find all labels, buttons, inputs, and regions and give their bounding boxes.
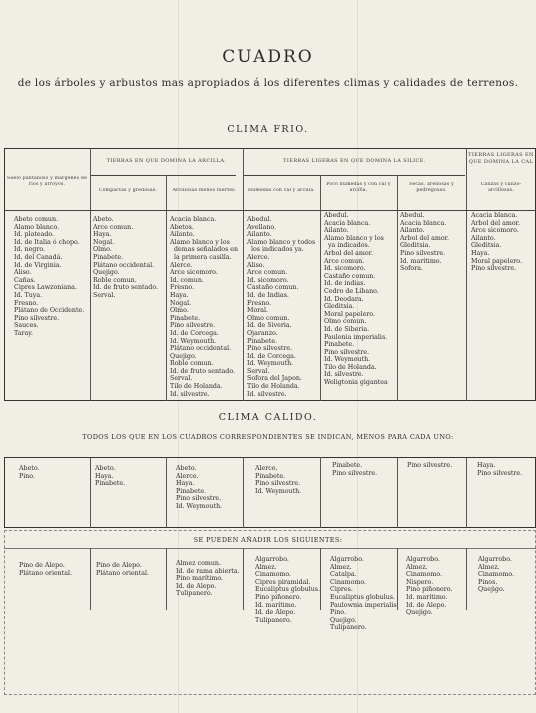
clima-calido-heading: CLIMA CALIDO. <box>218 412 318 423</box>
species-list: Alerce. Pinabete. Pino silvestre. Id. Weymouth. <box>255 465 302 495</box>
col-header: Húmedas con cal y arcilla. <box>248 188 315 193</box>
col-divider <box>90 457 91 528</box>
col-header: Suelo pantanoso y márgenes de rios y arroyos. <box>6 176 87 187</box>
row-divider <box>4 548 536 549</box>
species-list: Algarrobo. Almez. Cinamomo. Pinos. Quejigo. <box>478 556 515 594</box>
group-divider <box>243 175 465 176</box>
page-subtitle: de los árboles y arbustos mas apropiados á los diferentes climas y calidades de terrenos. <box>17 77 519 89</box>
species-list: Abeto comun. Alamo blanco. Id. plateado. Id. de Italia ó chopo. Id. negro. Id. del Canadá. Id. de Virginia. Aliso. Cañas. Cipres Lawzoniana. Id. Tuya. Fresno. Plátano de Occidente. Pino silvestre. Sauces. Taray. <box>14 216 85 337</box>
col-divider <box>166 457 167 528</box>
col-header: Compactas y gredosas. <box>98 188 158 193</box>
species-list: Abedul. Acacia blanca. Ailanto. Alamo blanco y los ya indicados. Arbol del amor. Arce comun. Id. sicomoro. Castaño comun. Id. de indias. Cedro de Líbano. Id. Deodara. Gleditsia. Moral papelero. Olmo comun. Id. de Siberia. Paulonia imperialis. Pinabete. Pino silvestre. Id. Weymouth. Tilo de Holanda. Id. silvestre. Weligtonia gigantea <box>324 212 388 387</box>
col-divider <box>466 148 467 401</box>
col-divider <box>243 457 244 528</box>
species-list: Abeto. Haya. Pinabete. <box>95 465 126 488</box>
col-divider <box>320 457 321 528</box>
col-header: Arcillosas ménos fuertes. <box>172 188 237 193</box>
group-header-cal: TIERRAS LIGERAS EN QUE DOMINA LA CAL <box>468 152 534 165</box>
col-divider <box>397 457 398 528</box>
group-header-arcilla: TIERRAS EN QUE DOMINA LA ARCILLA. <box>106 158 227 164</box>
col-divider <box>397 175 398 401</box>
header-divider <box>4 210 536 211</box>
col-divider <box>166 175 167 401</box>
col-divider <box>90 548 91 610</box>
species-list: Pino de Alepo. Plátano oriental. <box>19 562 73 577</box>
species-list: Pino silvestre. <box>407 462 453 469</box>
col-divider <box>397 548 398 610</box>
species-list: Abedul. Acacia blanca. Ailanto. Arbol del amor. Gleditsia. Pino silvestre. Id. marítimo. Sofora. <box>400 212 450 273</box>
col-header: Poco húmedas y con cal y arcilla. <box>326 182 391 193</box>
col-header: Calizas y calizo-arcillosas. <box>480 182 522 193</box>
col-header: Secas, arenosas y pedregosas. <box>409 182 454 193</box>
calido-note-2: SE PUEDEN AÑADIR LOS SIGUIENTES: <box>193 536 343 544</box>
col-divider <box>243 548 244 610</box>
col-divider <box>320 175 321 401</box>
species-list: Almez comun. Id. de rama abierta. Pino marítimo. Id. de Alepo. Tulipanero. <box>176 560 240 598</box>
group-divider <box>90 175 236 176</box>
clima-frio-heading: CLIMA FRIO. <box>227 124 309 135</box>
species-list: Haya. Pino silvestre. <box>477 462 523 477</box>
col-divider <box>466 457 467 528</box>
calido-note-1: TODOS LOS QUE EN LOS CUADROS CORRESPONDIENTES SE INDICAN, MÉNOS PARA CADA UNO: <box>82 433 454 441</box>
col-divider <box>243 148 244 401</box>
species-list: Acacia blanca. Abetos. Ailanto. Alamo blanco y los demas señalados en la primera casilla. Alerce. Arce sicomoro. Id. comun. Fresno. Haya. Nogal. Olmo. Pinabete. Pino silvestre. Id. de Corcega. Id. Weymouth. Plátano occidental. Quejigo. Roble comun. Id. de fruto sentado. Serval. Tilo de Holanda. Id. silvestre. <box>170 216 239 398</box>
species-list: Acacia blanca. Arbol del amor. Arce sicomoro. Ailanto. Gleditsia. Haya. Moral papelero. Pino silvestre. <box>471 212 522 273</box>
species-list: Abedul. Avellano. Ailanto. Alamo blanco y todos los indicados ya. Alerce. Aliso. Arce comun. Id. sicomoro. Castaño comun. Id. de Indias. Fresno. Moral. Olmo comun. Id. de Siveria. Ojaranzo. Pinabete. Pino silvestre. Id. de Corcega. Id. Weymouth. Serval. Sofora del Japon. Tilo de Holanda. Id. silvestre. <box>247 216 316 398</box>
species-list: Pino de Alepo. Plátano oriental. <box>96 562 150 577</box>
col-divider <box>166 548 167 610</box>
species-list: Abeto. Alerce. Haya. Pinabete. Pino silvestre. Id. Weymouth. <box>176 465 223 510</box>
species-list: Abeto. Pino. <box>19 465 40 480</box>
col-divider <box>90 148 91 401</box>
page-title: CUADRO <box>222 47 314 67</box>
species-list: Abeto. Arce comun. Haya. Nogal. Olmo. Pinabete. Plátano occidental. Quejigo. Roble comun. Id. de fruto sentado. Serval. <box>93 216 159 299</box>
species-list: Algarrobo. Almez. Cinamomo. Cipres piramidal. Eucaliptus globulus. Pino piñonero. Id. marítimo. Id. de Alepo. Tulipanero. <box>255 556 321 624</box>
species-list: Pinabete. Pino silvestre. <box>332 462 378 477</box>
species-list: Algarrobo. Almez. Catalpa. Cinamomo. Cipres. Eucaliptus globulus. Paulownia imperialis Pino. Quejigo. Tulipanero. <box>330 556 397 632</box>
group-header-silice: TIERRAS LIGERAS EN QUE DOMINA LA SILICE. <box>283 158 426 164</box>
species-list: Algarrobo. Almez. Cinamomo. Nispero. Pino piñonero. Id. marítimo. Id. de Alepo. Quejigo. <box>406 556 453 617</box>
col-divider <box>466 548 467 610</box>
col-divider <box>320 548 321 610</box>
